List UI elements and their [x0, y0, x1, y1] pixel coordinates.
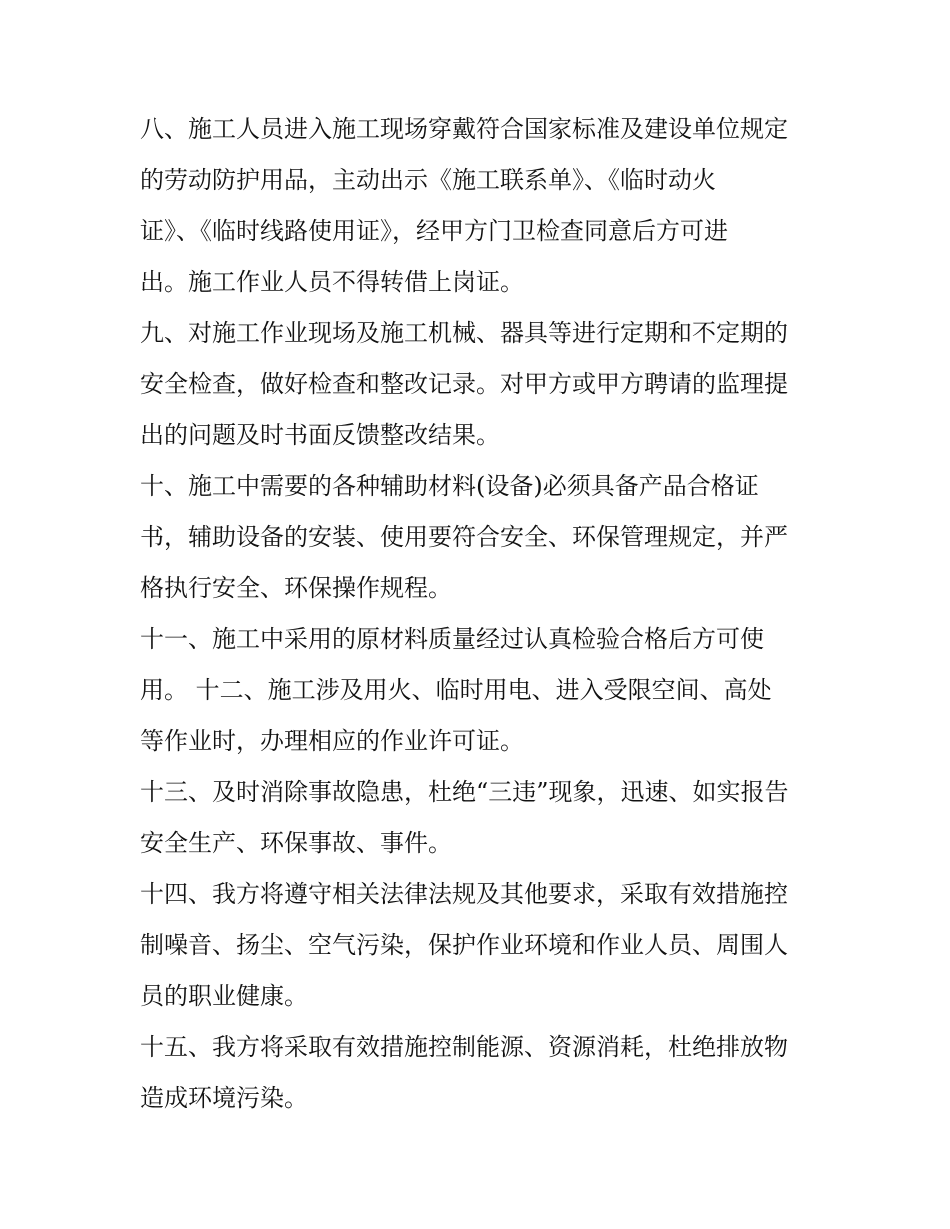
text-line: 等作业时，办理相应的作业许可证。 — [140, 727, 524, 755]
text-line: 十一、施工中采用的原材料质量经过认真检验合格后方可使 — [140, 625, 764, 653]
text-line: 造成环境污染。 — [140, 1084, 308, 1112]
text-line: 安全检查，做好检查和整改记录。对甲方或甲方聘请的监理提 — [140, 370, 788, 398]
text-line: 八、施工人员进入施工现场穿戴符合国家标准及建设单位规定 — [140, 115, 788, 143]
text-line: 十、施工中需要的各种辅助材料(设备)必须具备产品合格证 — [140, 472, 759, 500]
text-line: 出。施工作业人员不得转借上岗证。 — [140, 268, 524, 296]
document-body — [140, 104, 812, 1124]
text-line: 十三、及时消除事故隐患，杜绝“三违”现象，迅速、如实报告 — [140, 778, 789, 806]
text-line: 证》、《临时线路使用证》，经甲方门卫检查同意后方可进 — [140, 217, 728, 245]
text-line: 书，辅助设备的安装、使用要符合安全、环保管理规定，并严 — [140, 523, 788, 551]
text-line: 九、对施工作业现场及施工机械、器具等进行定期和不定期的 — [140, 319, 788, 347]
text-line: 安全生产、环保事故、事件。 — [140, 829, 452, 857]
text-line: 的劳动防护用品，主动出示《施工联系单》、《临时动火 — [140, 166, 716, 194]
text-line: 十四、我方将遵守相关法律法规及其他要求，采取有效措施控 — [140, 880, 788, 908]
text-line: 用。 十二、施工涉及用火、临时用电、进入受限空间、高处 — [140, 676, 772, 704]
text-line: 十五、我方将采取有效措施控制能源、资源消耗，杜绝排放物 — [140, 1033, 788, 1061]
text-line: 制噪音、扬尘、空气污染，保护作业环境和作业人员、周围人 — [140, 931, 788, 959]
text-line: 员的职业健康。 — [140, 982, 308, 1010]
text-line: 格执行安全、环保操作规程。 — [140, 574, 452, 602]
text-line: 出的问题及时书面反馈整改结果。 — [140, 421, 500, 449]
